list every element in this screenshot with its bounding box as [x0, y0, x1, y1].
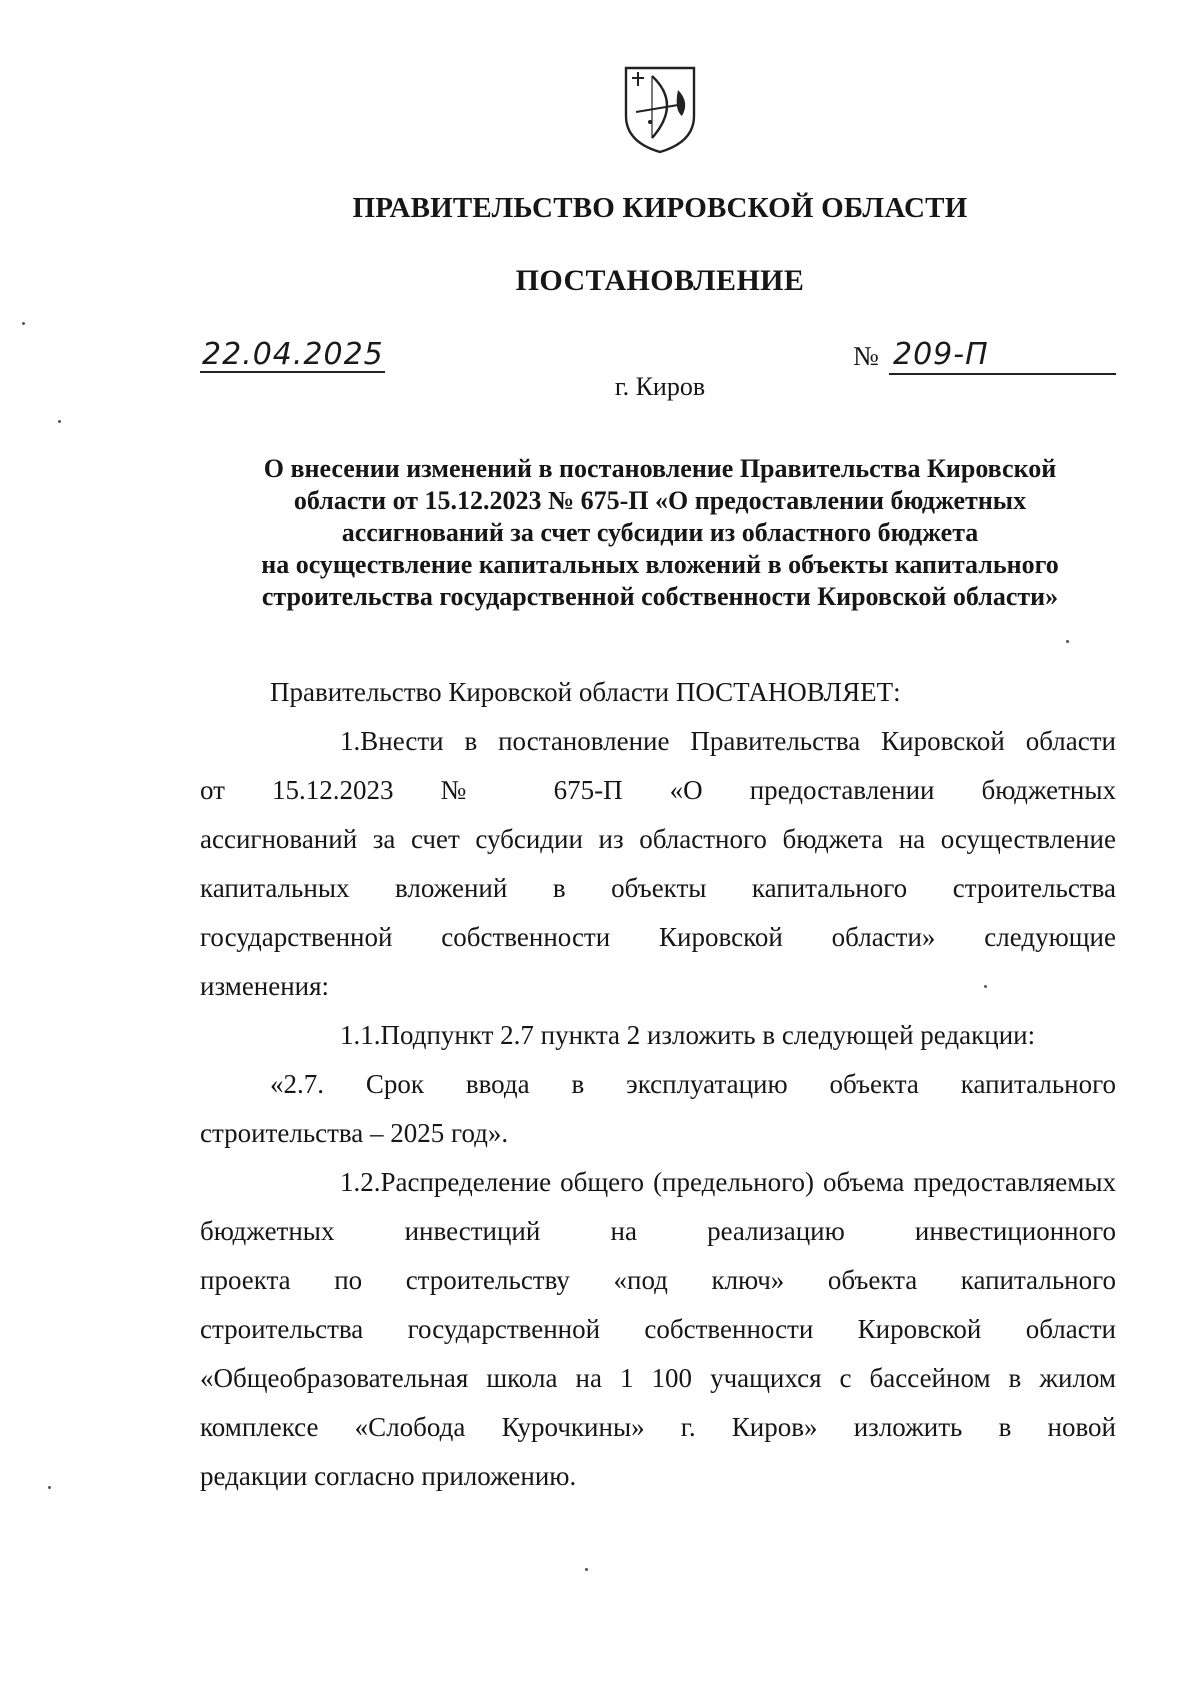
paragraph-1-2-line: строительства государственной собственности Кировской области: [200, 1314, 1116, 1344]
scan-speck: [48, 1486, 51, 1489]
handwritten-number: 209-П: [893, 337, 989, 372]
paragraph-1-line: изменения:: [200, 971, 330, 1001]
paragraph-1-1-number: 1.1.: [340, 1020, 381, 1050]
paragraph-1-2-number: 1.2.: [340, 1167, 381, 1197]
number-field: [853, 337, 1116, 375]
paragraph-1-1: [200, 1011, 1116, 1060]
paragraph-1-2-line: редакции согласно приложению.: [200, 1461, 577, 1491]
title-line: на осуществление капитальных вложений в объекты капитального: [261, 550, 1059, 579]
government-name: ПРАВИТЕЛЬСТВО КИРОВСКОЙ ОБЛАСТИ: [352, 192, 968, 224]
title-line: ассигнований за счет субсидии из областного бюджета: [341, 518, 979, 547]
scan-speck: [585, 1568, 588, 1571]
paragraph-1-2-line: [200, 1158, 1116, 1207]
paragraph-1-line: от 15.12.2023 № 675-П «О предоставлении бюджетных: [200, 775, 1116, 805]
paragraph-1-line: капитальных вложений в объекты капитального строительства: [200, 873, 1116, 903]
scan-speck: [58, 420, 61, 423]
document-type: ПОСТАНОВЛЕНИЕ: [515, 264, 805, 297]
title-line: строительства государственной собственности Кировской области»: [261, 582, 1059, 611]
paragraph-1-line: государственной собственности Кировской области» следующие: [200, 922, 1116, 952]
scan-speck: [1066, 640, 1069, 643]
subpoint-2-7-line: строительства – 2025 год».: [200, 1118, 509, 1148]
coat-of-arms-emblem: [622, 64, 698, 154]
subpoint-2-7-line: «2.7. Срок ввода в эксплуатацию объекта капитального: [270, 1069, 1116, 1099]
scan-speck: [984, 985, 987, 988]
paragraph-1-line: ассигнований за счет субсидии из областного бюджета на осуществление: [200, 824, 1116, 854]
city-line: г. Киров: [614, 372, 706, 401]
paragraph-1-line: [200, 717, 1116, 766]
title-line: области от 15.12.2023 № 675-П «О предоставлении бюджетных: [293, 486, 1027, 515]
number-sign: №: [853, 341, 879, 371]
scan-speck: [22, 322, 25, 325]
paragraph-1-1-text: Подпункт 2.7 пункта 2 изложить в следующей редакции:: [380, 1020, 1036, 1050]
handwritten-date: 22.04.2025: [202, 337, 384, 372]
title-line: О внесении изменений в постановление Правительства Кировской: [263, 454, 1057, 483]
paragraph-1-2-text: Распределение общего (предельного) объема предоставляемых: [380, 1167, 1116, 1197]
date-field: [200, 337, 385, 373]
document-title: [190, 453, 1130, 613]
paragraph-1-2-line: бюджетных инвестиций на реализацию инвестиционного: [200, 1216, 1116, 1246]
intro-paragraph: Правительство Кировской области ПОСТАНОВЛЯЕТ:: [270, 677, 901, 707]
paragraph-1-2-line: комплексе «Слобода Курочкины» г. Киров» изложить в новой: [200, 1412, 1116, 1442]
paragraph-1-number: 1.: [340, 726, 361, 756]
document-body: [200, 668, 1116, 1501]
paragraph-1-2-line: «Общеобразовательная школа на 1 100 учащихся с бассейном в жилом: [200, 1363, 1116, 1393]
paragraph-1-2-line: проекта по строительству «под ключ» объекта капитального: [200, 1265, 1116, 1295]
paragraph-1-text: Внести в постановление Правительства Кировской области: [360, 726, 1116, 756]
